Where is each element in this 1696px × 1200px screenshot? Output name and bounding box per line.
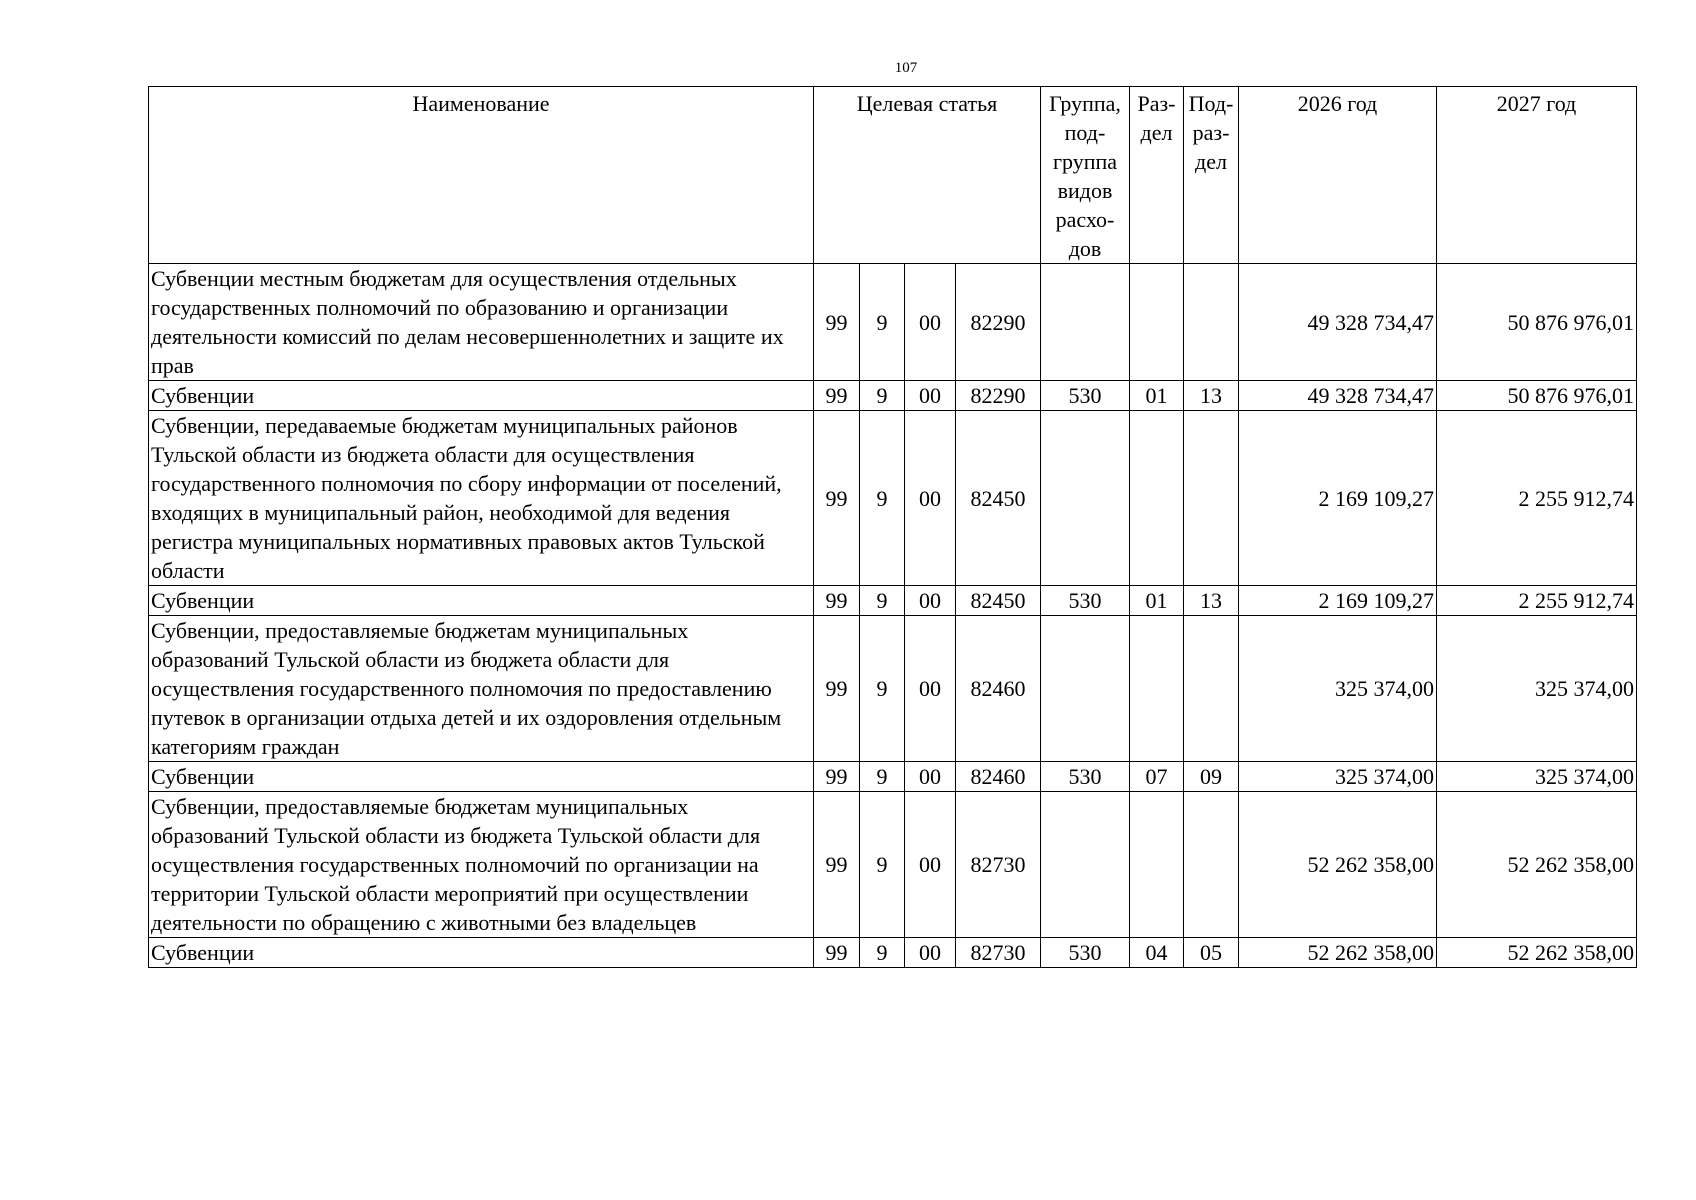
amount-2027: 325 374,00 xyxy=(1437,762,1637,792)
target-article-direction: 82290 xyxy=(956,264,1041,381)
target-article-direction: 82730 xyxy=(956,938,1041,968)
expense-group-code xyxy=(1041,616,1130,762)
target-article-block: 00 xyxy=(905,586,956,616)
amount-2027: 50 876 976,01 xyxy=(1437,264,1637,381)
table-row xyxy=(149,264,1637,381)
row-name: Субвенции, предоставляемые бюджетам муниципальных образований Тульской области из бюджета Тульской области для осуществления государственных полномочий по организации на территории Тульской области мероприятий при осуществлении деятельности по обращению с животными без владельцев xyxy=(149,792,814,938)
expense-group-code: 530 xyxy=(1041,762,1130,792)
target-article-subprogram: 9 xyxy=(860,381,905,411)
target-article-program: 99 xyxy=(814,762,860,792)
page-number: 107 xyxy=(894,60,918,76)
target-article-subprogram: 9 xyxy=(860,586,905,616)
section-code: 01 xyxy=(1130,381,1184,411)
expense-group-code xyxy=(1041,264,1130,381)
target-article-block: 00 xyxy=(905,762,956,792)
target-article-subprogram: 9 xyxy=(860,938,905,968)
target-article-program: 99 xyxy=(814,264,860,381)
target-article-program: 99 xyxy=(814,411,860,586)
expense-group-code: 530 xyxy=(1041,938,1130,968)
target-article-program: 99 xyxy=(814,381,860,411)
amount-2027: 52 262 358,00 xyxy=(1437,938,1637,968)
subsection-code xyxy=(1184,616,1239,762)
amount-2026: 2 169 109,27 xyxy=(1239,411,1437,586)
target-article-program: 99 xyxy=(814,616,860,762)
amount-2026: 325 374,00 xyxy=(1239,616,1437,762)
budget-table xyxy=(148,86,1637,968)
section-code xyxy=(1130,411,1184,586)
table-row xyxy=(149,586,1637,616)
header-section: Раз-дел xyxy=(1130,87,1184,264)
row-name: Субвенции xyxy=(149,381,814,411)
amount-2026: 52 262 358,00 xyxy=(1239,938,1437,968)
target-article-block: 00 xyxy=(905,264,956,381)
table-header-row xyxy=(149,87,1637,264)
expense-group-code: 530 xyxy=(1041,586,1130,616)
expense-group-code xyxy=(1041,792,1130,938)
section-code: 01 xyxy=(1130,586,1184,616)
row-name: Субвенции xyxy=(149,938,814,968)
header-name: Наименование xyxy=(149,87,814,264)
target-article-subprogram: 9 xyxy=(860,792,905,938)
subsection-code: 09 xyxy=(1184,762,1239,792)
section-code xyxy=(1130,792,1184,938)
target-article-block: 00 xyxy=(905,381,956,411)
amount-2027: 52 262 358,00 xyxy=(1437,792,1637,938)
subsection-code xyxy=(1184,411,1239,586)
header-year-2026: 2026 год xyxy=(1239,87,1437,264)
expense-group-code xyxy=(1041,411,1130,586)
target-article-direction: 82730 xyxy=(956,792,1041,938)
amount-2026: 325 374,00 xyxy=(1239,762,1437,792)
table-row xyxy=(149,381,1637,411)
section-code: 07 xyxy=(1130,762,1184,792)
target-article-block: 00 xyxy=(905,938,956,968)
subsection-code: 13 xyxy=(1184,381,1239,411)
row-name: Субвенции xyxy=(149,762,814,792)
target-article-subprogram: 9 xyxy=(860,411,905,586)
target-article-subprogram: 9 xyxy=(860,264,905,381)
subsection-code: 13 xyxy=(1184,586,1239,616)
subsection-code xyxy=(1184,792,1239,938)
amount-2027: 325 374,00 xyxy=(1437,616,1637,762)
header-target-article: Целевая статья xyxy=(814,87,1041,264)
amount-2026: 49 328 734,47 xyxy=(1239,264,1437,381)
target-article-program: 99 xyxy=(814,792,860,938)
table-row xyxy=(149,616,1637,762)
table-row xyxy=(149,411,1637,586)
section-code xyxy=(1130,616,1184,762)
target-article-block: 00 xyxy=(905,792,956,938)
target-article-direction: 82450 xyxy=(956,586,1041,616)
row-name: Субвенции xyxy=(149,586,814,616)
target-article-direction: 82460 xyxy=(956,762,1041,792)
target-article-direction: 82450 xyxy=(956,411,1041,586)
amount-2027: 2 255 912,74 xyxy=(1437,586,1637,616)
target-article-subprogram: 9 xyxy=(860,762,905,792)
amount-2026: 52 262 358,00 xyxy=(1239,792,1437,938)
header-subsection: Под-раз-дел xyxy=(1184,87,1239,264)
target-article-program: 99 xyxy=(814,938,860,968)
section-code xyxy=(1130,264,1184,381)
row-name: Субвенции местным бюджетам для осуществления отдельных государственных полномочий по образованию и организации деятельности комиссий по делам несовершеннолетних и защите их прав xyxy=(149,264,814,381)
row-name: Субвенции, передаваемые бюджетам муниципальных районов Тульской области из бюджета области для осуществления государственного полномочия по сбору информации от поселений, входящих в муниципальный район, необходимой для ведения регистра муниципальных нормативных правовых актов Тульской области xyxy=(149,411,814,586)
amount-2026: 2 169 109,27 xyxy=(1239,586,1437,616)
table-row xyxy=(149,792,1637,938)
target-article-program: 99 xyxy=(814,586,860,616)
header-year-2027: 2027 год xyxy=(1437,87,1637,264)
table-row xyxy=(149,938,1637,968)
subsection-code: 05 xyxy=(1184,938,1239,968)
target-article-block: 00 xyxy=(905,616,956,762)
table-row xyxy=(149,762,1637,792)
header-expense-group: Группа, под-группа видов расхо-дов xyxy=(1041,87,1130,264)
expense-group-code: 530 xyxy=(1041,381,1130,411)
amount-2027: 50 876 976,01 xyxy=(1437,381,1637,411)
amount-2027: 2 255 912,74 xyxy=(1437,411,1637,586)
amount-2026: 49 328 734,47 xyxy=(1239,381,1437,411)
row-name: Субвенции, предоставляемые бюджетам муниципальных образований Тульской области из бюджета области для осуществления государственного полномочия по предоставлению путевок в организации отдыха детей и их оздоровления отдельным категориям граждан xyxy=(149,616,814,762)
section-code: 04 xyxy=(1130,938,1184,968)
target-article-direction: 82460 xyxy=(956,616,1041,762)
target-article-subprogram: 9 xyxy=(860,616,905,762)
subsection-code xyxy=(1184,264,1239,381)
target-article-direction: 82290 xyxy=(956,381,1041,411)
target-article-block: 00 xyxy=(905,411,956,586)
